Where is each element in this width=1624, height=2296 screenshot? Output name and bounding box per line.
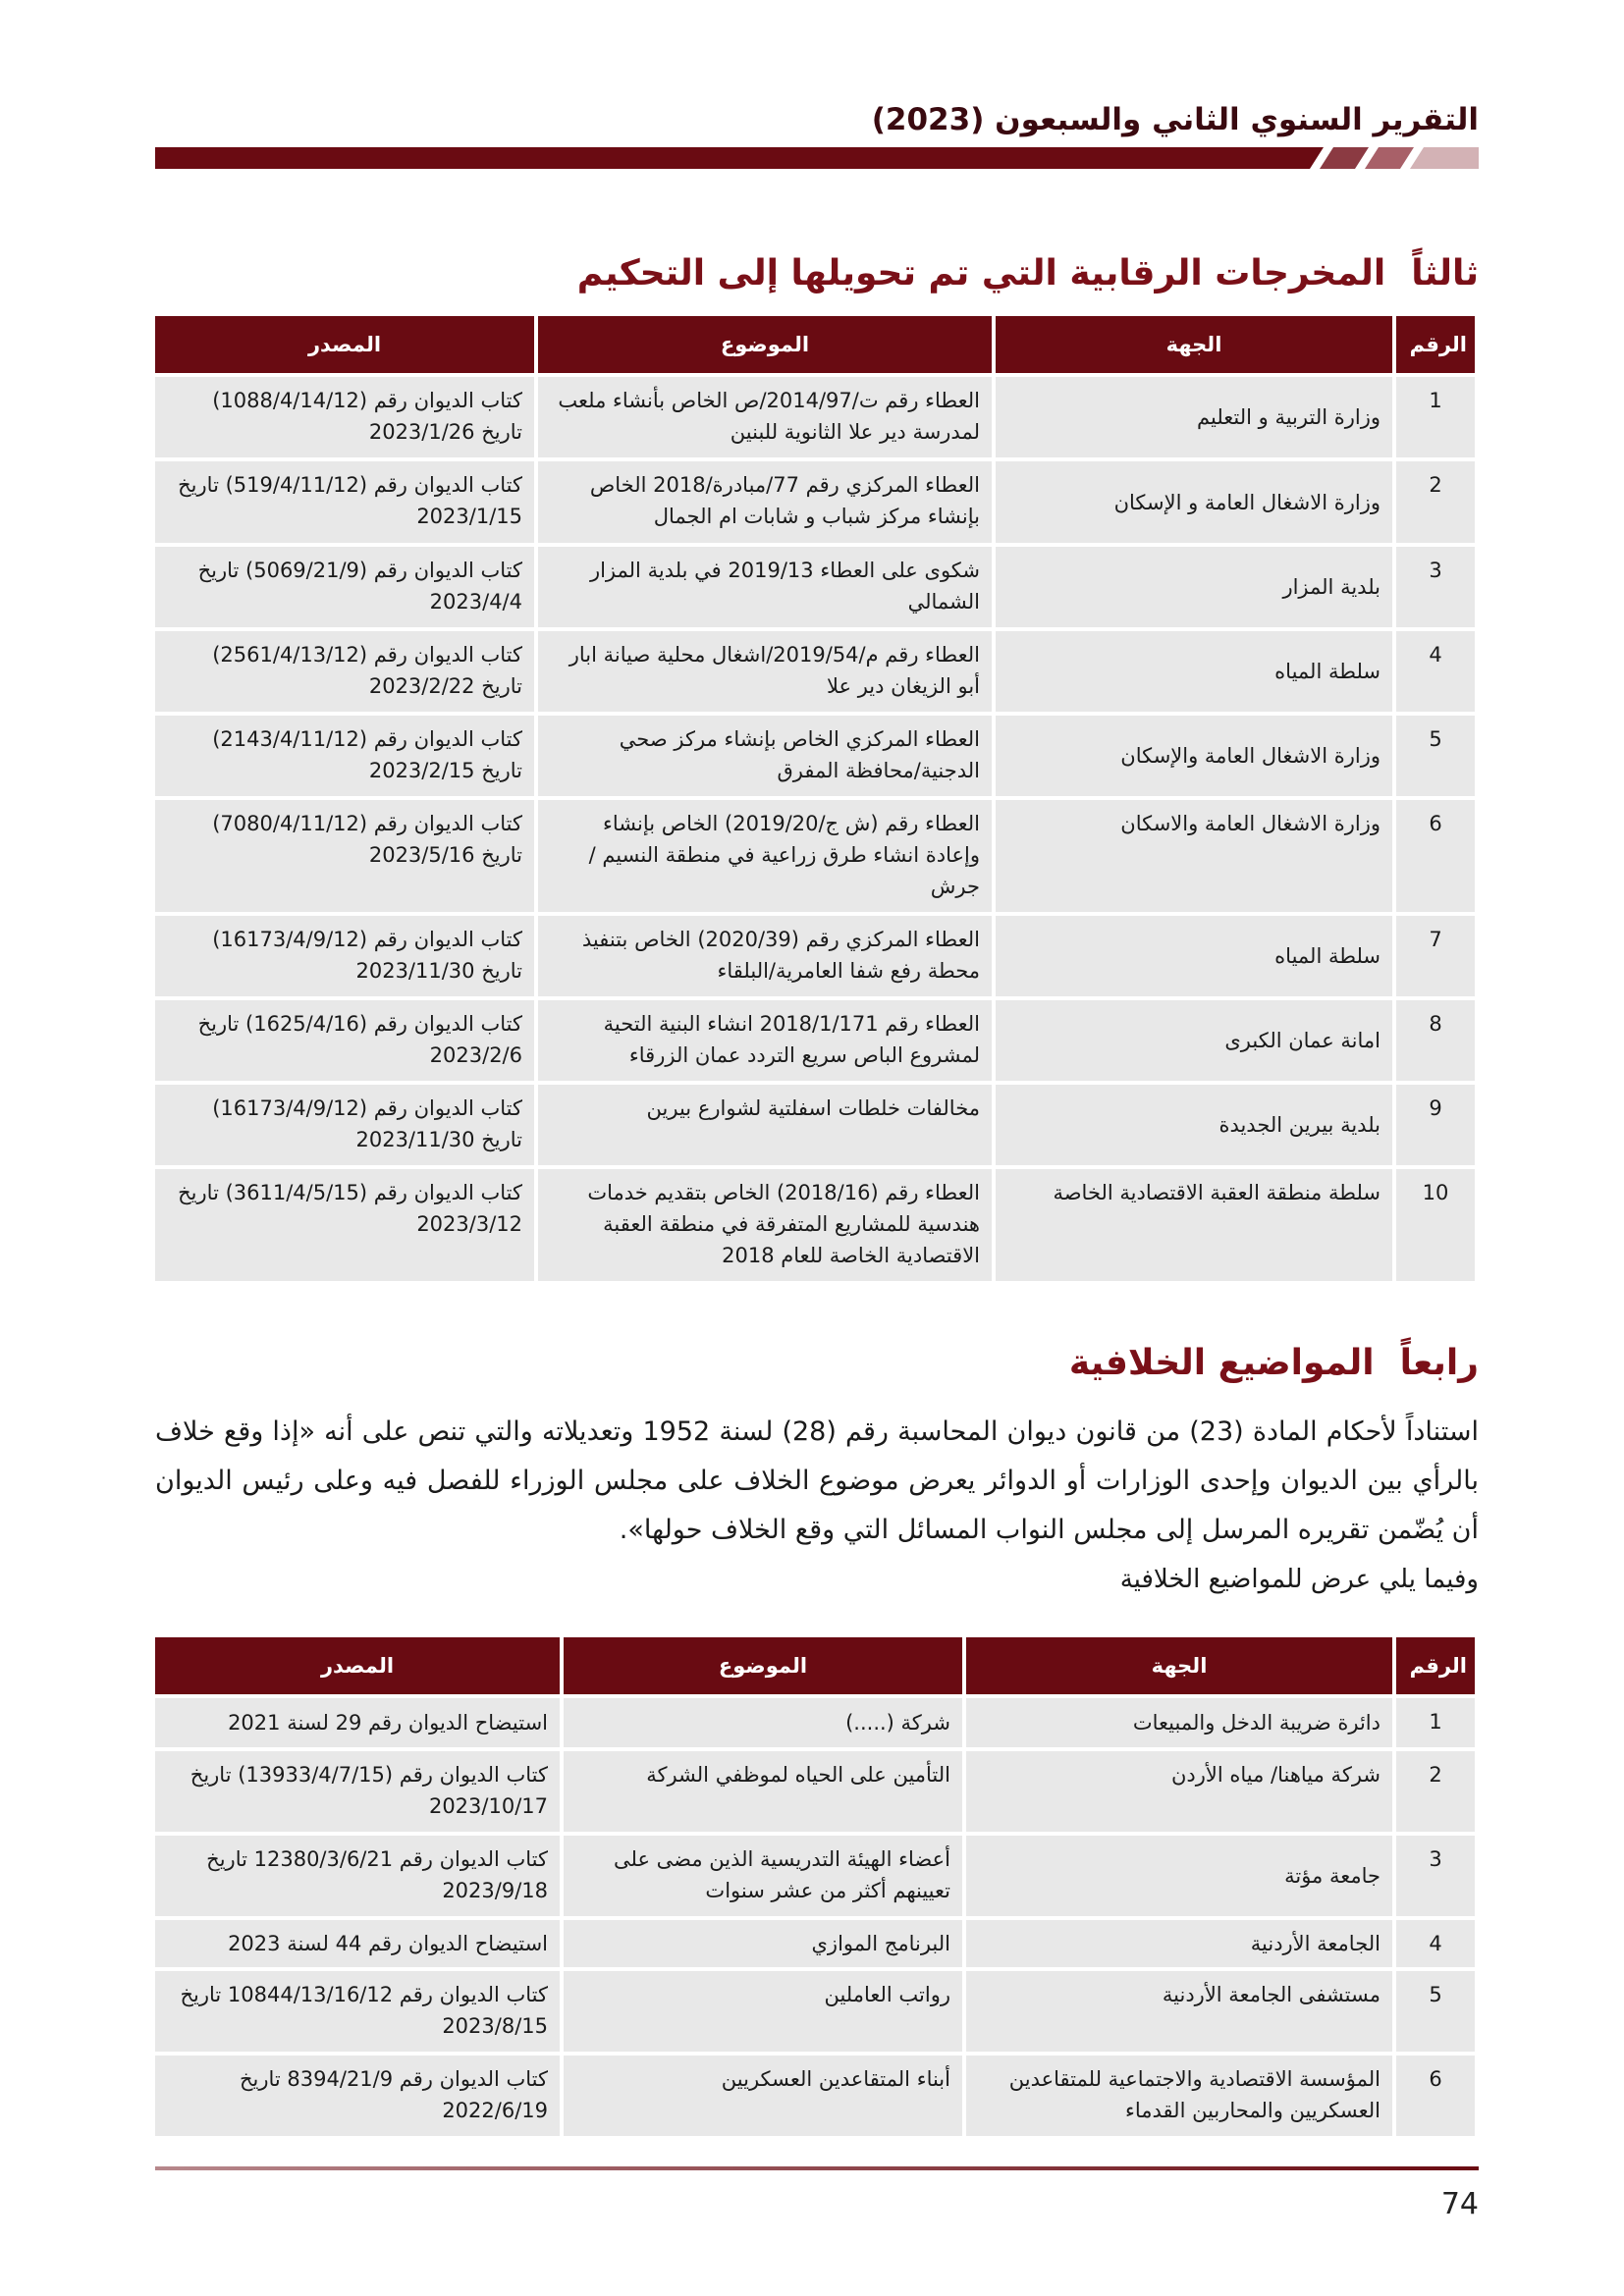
row-entity: شركة مياهنا/ مياه الأردن bbox=[966, 1751, 1392, 1832]
row-source: كتاب الديوان رقم 12380/3/6/21 تاريخ 2023/9/18 bbox=[155, 1836, 560, 1916]
row-entity: سلطة المياه bbox=[996, 631, 1392, 712]
column-header-source: المصدر bbox=[155, 1637, 560, 1694]
header-decorative-band bbox=[155, 147, 1479, 169]
section-4-title: المواضيع الخلافية bbox=[1068, 1343, 1375, 1383]
row-source: استيضاح الديوان رقم 29 لسنة 2021 bbox=[155, 1698, 560, 1747]
row-subject: العطاء المركزي رقم (2020/39) الخاص بتنفيذ محطة رفع شفا العامرية/البلقاء bbox=[538, 916, 992, 996]
report-header-title: التقرير السنوي الثاني والسبعون (2023) bbox=[871, 102, 1479, 137]
disputes-table-header bbox=[155, 1637, 1475, 1694]
table-row bbox=[155, 377, 1475, 457]
row-number: 6 bbox=[1396, 2056, 1475, 2136]
table-row bbox=[155, 547, 1475, 627]
row-entity: وزارة التربية و التعليم bbox=[996, 377, 1392, 457]
disputes-table bbox=[151, 1633, 1479, 2140]
row-source: كتاب الديوان رقم (3611/4/5/15) تاريخ 2023/3/12 bbox=[155, 1169, 534, 1281]
column-header-number: الرقم bbox=[1396, 1637, 1475, 1694]
row-subject: العطاء رقم م/2019/54/اشغال محلية صيانة ابار أبو الزيغان دير علا bbox=[538, 631, 992, 712]
page-number: 74 bbox=[1440, 2187, 1479, 2221]
row-number: 2 bbox=[1396, 461, 1475, 543]
row-number: 3 bbox=[1396, 547, 1475, 627]
table-row bbox=[155, 1085, 1475, 1165]
row-subject: شركة (.....) bbox=[564, 1698, 962, 1747]
row-number: 2 bbox=[1396, 1751, 1475, 1832]
row-number: 7 bbox=[1396, 916, 1475, 996]
table-row bbox=[155, 716, 1475, 796]
row-source: كتاب الديوان رقم (5069/21/9) تاريخ 2023/4/4 bbox=[155, 547, 534, 627]
row-number: 1 bbox=[1396, 377, 1475, 457]
row-source: كتاب الديوان رقم (7080/4/11/12) تاريخ 2023/5/16 bbox=[155, 800, 534, 912]
section-3-heading bbox=[577, 253, 1479, 294]
article-23-paragraph: استناداً لأحكام المادة (23) من قانون ديوان المحاسبة رقم (28) لسنة 1952 وتعديلاته والتي تنص على أنه «إذا وقع خلاف بالرأي بين الديوان وإحدى الوزارات أو الدوائر يعرض موضوع الخلاف على مجلس الوزراء للفصل فيه وعلى رئيس الديوان أن يُضّمن تقريره المرسل إلى مجلس النواب المسائل التي وقع الخلاف حولها». bbox=[155, 1416, 1479, 1545]
table-row bbox=[155, 916, 1475, 996]
column-header-entity: الجهة bbox=[966, 1637, 1392, 1694]
row-entity: وزارة الاشغال العامة والإسكان bbox=[996, 716, 1392, 796]
row-number: 8 bbox=[1396, 1000, 1475, 1081]
row-entity: امانة عمان الكبرى bbox=[996, 1000, 1392, 1081]
row-number: 3 bbox=[1396, 1836, 1475, 1916]
row-entity: دائرة ضريبة الدخل والمبيعات bbox=[966, 1698, 1392, 1747]
row-entity: الجامعة الأردنية bbox=[966, 1920, 1392, 1967]
column-header-subject: الموضوع bbox=[564, 1637, 962, 1694]
row-subject: أعضاء الهيئة التدريسية الذين مضى على تعيينهم أكثر من عشر سنوات bbox=[564, 1836, 962, 1916]
section-4-number: رابعاً bbox=[1399, 1343, 1479, 1383]
row-subject: شكوى على العطاء 2019/13 في بلدية المزار الشمالي bbox=[538, 547, 992, 627]
row-source: كتاب الديوان رقم (519/4/11/12) تاريخ 2023/1/15 bbox=[155, 461, 534, 543]
row-subject: العطاء رقم (2018/16) الخاص بتقديم خدمات هندسية للمشاريع المتفرقة في منطقة العقبة الاقتصادية الخاصة للعام 2018 bbox=[538, 1169, 992, 1281]
row-subject: البرنامج الموازي bbox=[564, 1920, 962, 1967]
row-entity: وزارة الاشغال العامة والاسكان bbox=[996, 800, 1392, 912]
table-row bbox=[155, 1920, 1475, 1967]
table-row bbox=[155, 1836, 1475, 1916]
row-source: كتاب الديوان رقم (2143/4/11/12) تاريخ 2023/2/15 bbox=[155, 716, 534, 796]
table-row bbox=[155, 1698, 1475, 1747]
row-number: 4 bbox=[1396, 1920, 1475, 1967]
table-row bbox=[155, 1751, 1475, 1832]
row-subject: أبناء المتقاعدين العسكريين bbox=[564, 2056, 962, 2136]
row-entity: مستشفى الجامعة الأردنية bbox=[966, 1971, 1392, 2052]
table-row bbox=[155, 1000, 1475, 1081]
row-number: 5 bbox=[1396, 1971, 1475, 2052]
column-header-entity: الجهة bbox=[996, 316, 1392, 373]
row-source: استيضاح الديوان رقم 44 لسنة 2023 bbox=[155, 1920, 560, 1967]
table-row bbox=[155, 1971, 1475, 2052]
row-subject: رواتب العاملين bbox=[564, 1971, 962, 2052]
section-4-heading bbox=[1069, 1343, 1479, 1383]
row-entity: جامعة مؤتة bbox=[966, 1836, 1392, 1916]
table-row bbox=[155, 1169, 1475, 1281]
row-entity: وزارة الاشغال العامة و الإسكان bbox=[996, 461, 1392, 543]
row-number: 1 bbox=[1396, 1698, 1475, 1747]
row-subject: التأمين على الحياه لموظفي الشركة bbox=[564, 1751, 962, 1832]
row-number: 9 bbox=[1396, 1085, 1475, 1165]
section-3-number: ثالثاً bbox=[1411, 253, 1479, 294]
row-number: 6 bbox=[1396, 800, 1475, 912]
row-number: 10 bbox=[1396, 1169, 1475, 1281]
column-header-subject: الموضوع bbox=[538, 316, 992, 373]
row-source: كتاب الديوان رقم (16173/4/9/12) تاريخ 2023/11/30 bbox=[155, 916, 534, 996]
row-number: 5 bbox=[1396, 716, 1475, 796]
row-source: كتاب الديوان رقم 8394/21/9 تاريخ 2022/6/19 bbox=[155, 2056, 560, 2136]
table-row bbox=[155, 631, 1475, 712]
row-source: كتاب الديوان رقم (1625/4/16) تاريخ 2023/2/6 bbox=[155, 1000, 534, 1081]
row-entity: سلطة منطقة العقبة الاقتصادية الخاصة bbox=[996, 1169, 1392, 1281]
row-source: كتاب الديوان رقم (1088/4/14/12) تاريخ 2023/1/26 bbox=[155, 377, 534, 457]
row-subject: العطاء رقم (ش ج/2019/20) الخاص بإنشاء وإعادة انشاء طرق زراعية في منطقة النسيم / جرش bbox=[538, 800, 992, 912]
row-subject: العطاء المركزي الخاص بإنشاء مركز صحي الدجنية/محافظة المفرق bbox=[538, 716, 992, 796]
row-entity: بلدية المزار bbox=[996, 547, 1392, 627]
row-subject: العطاء رقم 2018/1/171 انشاء البنية التحية لمشروع الباص سريع التردد عمان الزرقاء bbox=[538, 1000, 992, 1081]
row-source: كتاب الديوان رقم (2561/4/13/12) تاريخ 2023/2/22 bbox=[155, 631, 534, 712]
row-subject: مخالفات خلطات اسفلتية لشوارع بيرين bbox=[538, 1085, 992, 1165]
arbitration-table-header bbox=[155, 316, 1475, 373]
row-number: 4 bbox=[1396, 631, 1475, 712]
row-source: كتاب الديوان رقم 10844/13/16/12 تاريخ 2023/8/15 bbox=[155, 1971, 560, 2052]
row-subject: العطاء المركزي رقم 77/مبادرة/2018 الخاص بإنشاء مركز شباب و شابات ام الجمال bbox=[538, 461, 992, 543]
row-entity: بلدية بيرين الجديدة bbox=[996, 1085, 1392, 1165]
table-row bbox=[155, 800, 1475, 912]
disputes-intro: وفيما يلي عرض للمواضيع الخلافية bbox=[1119, 1565, 1479, 1594]
table-row bbox=[155, 2056, 1475, 2136]
arbitration-table bbox=[151, 312, 1479, 1285]
column-header-source: المصدر bbox=[155, 316, 534, 373]
table-row bbox=[155, 461, 1475, 543]
row-entity: سلطة المياه bbox=[996, 916, 1392, 996]
column-header-number: الرقم bbox=[1396, 316, 1475, 373]
footer-divider bbox=[155, 2166, 1479, 2170]
row-source: كتاب الديوان رقم (13933/4/7/15) تاريخ 2023/10/17 bbox=[155, 1751, 560, 1832]
row-entity: المؤسسة الاقتصادية والاجتماعية للمتقاعدين العسكريين والمحاربين القدماء bbox=[966, 2056, 1392, 2136]
row-source: كتاب الديوان رقم (16173/4/9/12) تاريخ 2023/11/30 bbox=[155, 1085, 534, 1165]
section-3-title: المخرجات الرقابية التي تم تحويلها إلى التحكيم bbox=[576, 253, 1386, 294]
row-subject: العطاء رقم ت/2014/97/ص الخاص بأنشاء ملعب لمدرسة دير علا الثانوية للبنين bbox=[538, 377, 992, 457]
